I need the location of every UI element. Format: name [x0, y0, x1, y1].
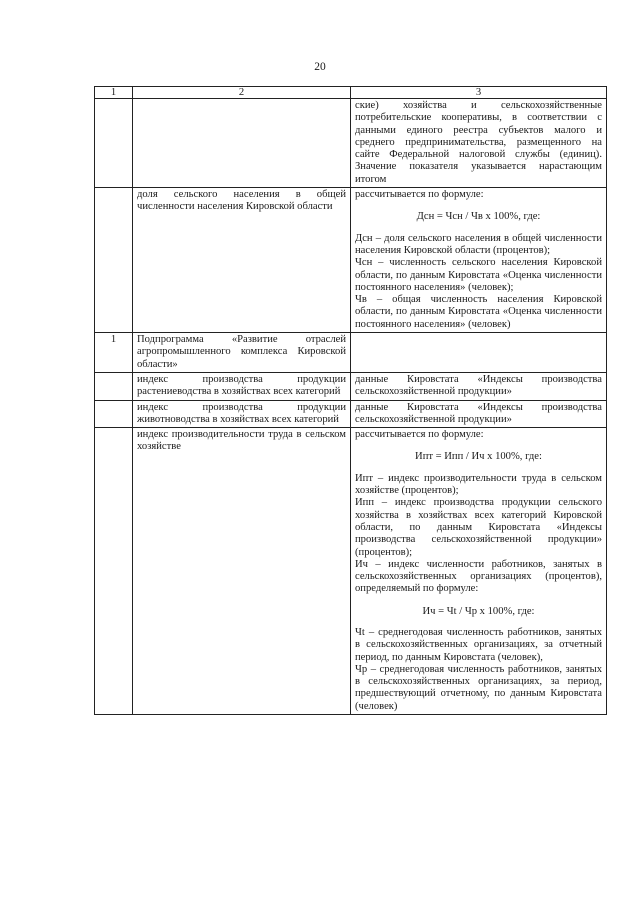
row6-col1 [95, 428, 133, 715]
table-row [95, 188, 607, 333]
table-row [95, 400, 607, 428]
formula-ich: Ич = Чt / Чр х 100%, где: [422, 605, 535, 617]
formula-dsn: Дсн = Чсн / Чв х 100%, где: [416, 211, 541, 223]
table-row [95, 333, 607, 373]
definition-ipp: Ипп – индекс производства продукции сельского хозяйства в хозяйствах всех категорий Кировской области, по данным Кировстата «Индексы производства сельскохозяйственной продукции» (процентов); [355, 497, 602, 558]
definition-chv: Чв – общая численность населения Кировской области, по данным Кировстата «Оценка численности постоянного населения» (человек) [355, 294, 602, 330]
subprogram-number: 1 [95, 333, 133, 373]
row4-col1 [95, 372, 133, 400]
formula-ipt: Ипт = Ипп / Ич х 100%, где: [415, 451, 542, 463]
table-row [95, 428, 607, 715]
crop-index-indicator: индекс производства продукции растениеводства в хозяйствах всех категорий [133, 372, 351, 400]
livestock-index-indicator: индекс производства продукции животноводства в хозяйствах всех категорий [133, 400, 351, 428]
crop-index-source: данные Кировстата «Индексы производства сельскохозяйственной продукции» [351, 372, 607, 400]
header-col-2: 2 [133, 87, 351, 99]
indicator-table [94, 86, 607, 715]
formula-intro: рассчитывается по формуле: [355, 189, 484, 201]
definition-cht: Чt – среднегодовая численность работников, занятых в сельскохозяйственных организациях, за отчетный период, по данным Кировстата (человек), [355, 626, 602, 663]
table-header-row [95, 87, 607, 99]
page-number: 20 [314, 61, 326, 73]
header-col-1: 1 [95, 87, 133, 99]
definition-chr: Чр – среднегодовая численность работников, занятых в сельскохозяйственных организациях, за период, предшествующий отчетному, по данным Кировстата (человек) [355, 663, 602, 712]
row1-col1 [95, 99, 133, 188]
table-row [95, 372, 607, 400]
row3-col3 [351, 333, 607, 373]
formula-intro: рассчитывается по формуле: [355, 429, 484, 441]
row1-col3: ские) хозяйства и сельскохозяйственные потребительские кооперативы, в соответствии с данными единого реестра субъектов малого и среднего предпринимательства, размещенного на сайте Федеральной налоговой службы (единиц). Значение показателя указывается нарастающим итогом [351, 99, 607, 188]
labor-productivity-method [351, 428, 607, 715]
table-row [95, 99, 607, 188]
row1-col2 [133, 99, 351, 188]
labor-productivity-indicator: индекс производительности труда в сельском хозяйстве [133, 428, 351, 715]
definition-ich: Ич – индекс численности работников, занятых в сельскохозяйственных организациях (процентов), определяемый по формуле: [355, 558, 602, 595]
livestock-index-source: данные Кировстата «Индексы производства сельскохозяйственной продукции» [351, 400, 607, 428]
row5-col1 [95, 400, 133, 428]
header-col-3: 3 [351, 87, 607, 99]
rural-share-indicator: доля сельского населения в общей численности населения Кировской области [133, 188, 351, 333]
rural-share-method [351, 188, 607, 333]
definition-chsn: Чсн – численность сельского населения Кировской области, по данным Кировстата «Оценка численности постоянного населения» (человек); [355, 257, 602, 293]
row2-col1 [95, 188, 133, 333]
definition-ipt: Ипт – индекс производительности труда в сельском хозяйстве (процентов); [355, 472, 602, 497]
definition-dsn: Дсн – доля сельского населения в общей численности населения Кировской области (процентов); [355, 232, 602, 256]
subprogram-title: Подпрограмма «Развитие отраслей агропромышленного комплекса Кировской области» [133, 333, 351, 373]
